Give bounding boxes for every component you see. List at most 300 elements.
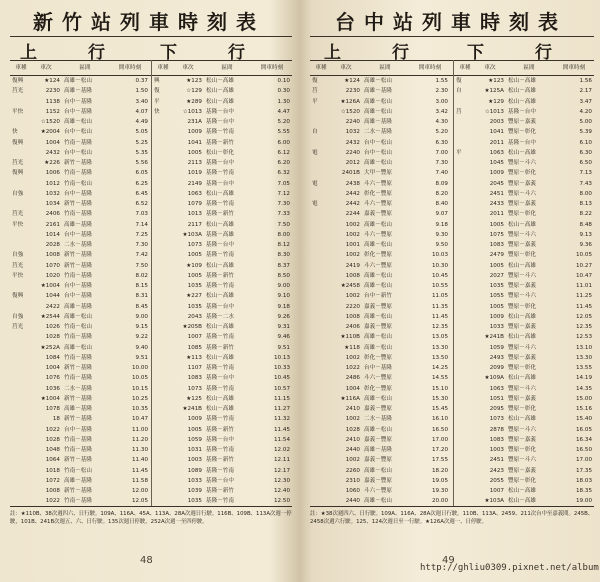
table-cell: 莒 (456, 108, 462, 115)
table-cell: 復興 (12, 139, 24, 146)
table-cell: 10.57 (273, 385, 290, 392)
table-cell: 豐原－斗六 (508, 293, 536, 300)
table-cell (154, 250, 174, 260)
table-cell: 9.13 (579, 231, 592, 238)
table-cell: 1007 (489, 488, 504, 494)
table-cell: 基隆－台中 (206, 436, 234, 443)
table-cell: 9.22 (135, 334, 148, 341)
table-cell (154, 466, 174, 476)
table-cell: 1041 (187, 139, 202, 146)
table-cell: 11.45 (431, 313, 448, 320)
table-cell (12, 332, 32, 342)
table-cell: 電 (312, 201, 318, 207)
table-cell: ★123 (186, 78, 202, 84)
table-cell: 8.31 (135, 293, 148, 300)
table-cell: 台中－松山 (64, 149, 92, 156)
table-cell: 基隆－竹南 (206, 416, 234, 423)
table-cell (12, 435, 32, 445)
table-cell: 5.56 (135, 160, 148, 166)
table-cell: 11.30 (131, 447, 148, 453)
table-cell: 7.00 (435, 149, 448, 156)
table-cell: 松山－高雄 (508, 334, 536, 341)
table-cell (154, 404, 174, 414)
table-cell (154, 261, 174, 271)
table-cell: 平 (312, 98, 318, 105)
table-cell (456, 363, 476, 373)
table-cell: 豐原－斗六 (508, 385, 536, 392)
table-cell (456, 97, 476, 107)
table-cell: 豐原－彰化 (508, 303, 536, 310)
table-cell (312, 363, 332, 373)
table-cell: 2442 (345, 190, 360, 197)
table-cell: 基隆－新竹 (206, 344, 234, 351)
table-cell: 13.50 (431, 354, 448, 361)
right-footnote: 註：★38次週四六、日行駛。109A、116A、28A次週日行駛。110B、113A、2459、211次台中至嘉義間。245B、2458次週六行駛。125、124次週日至一行駛。★126A次週一、日停駛。 (310, 511, 594, 525)
table-cell (154, 281, 174, 291)
table-cell: 高雄－松山 (64, 344, 92, 351)
table-cell (456, 199, 476, 209)
table-cell: 高雄－松山 (364, 160, 392, 166)
table-cell (456, 404, 476, 414)
table-cell: 2011 (489, 211, 504, 218)
table-cell: ☆1520 (340, 108, 360, 115)
table-cell: 1022 (45, 498, 60, 505)
table-cell (154, 343, 174, 353)
table-cell: 4.30 (435, 119, 448, 125)
table-cell: 7.50 (135, 262, 148, 269)
table-cell: 4.07 (135, 108, 148, 115)
table-cell: 1032 (45, 190, 60, 197)
right-column-header-row (310, 60, 594, 76)
table-cell: 新竹－基隆 (64, 262, 92, 269)
table-cell: 2878 (489, 426, 504, 433)
table-cell: ☆1013 (182, 108, 202, 115)
table-cell: 復興 (12, 170, 24, 177)
table-cell (12, 230, 32, 240)
table-cell: 嘉義－豐原 (364, 211, 392, 218)
table-cell (12, 117, 32, 127)
table-cell: 7.50 (277, 221, 290, 228)
table-cell: 松山－高雄 (206, 324, 234, 330)
table-cell: 松山－高雄 (206, 190, 234, 197)
table-cell: 2240 (345, 119, 360, 125)
col-header-train: 車次 (484, 65, 496, 71)
table-cell (12, 148, 32, 158)
table-cell (154, 199, 174, 209)
table-cell: 平 (456, 149, 462, 156)
table-cell: 1063 (489, 385, 504, 392)
table-cell (456, 230, 476, 240)
table-cell: 1002 (345, 231, 360, 238)
table-cell: ★123 (488, 78, 504, 84)
table-cell: 竹南－基隆 (64, 447, 92, 453)
table-cell: 竹南－基隆 (64, 139, 92, 146)
table-cell: 1076 (45, 375, 60, 382)
table-cell: 豐原－嘉義 (508, 354, 536, 361)
table-cell: 基隆－竹南 (206, 498, 234, 505)
table-cell: 16.10 (431, 416, 448, 423)
table-cell: 基隆－新竹 (206, 272, 234, 279)
table-cell (312, 445, 332, 455)
table-cell: 10.47 (131, 416, 148, 423)
table-cell: 12.40 (273, 488, 290, 494)
table-cell: 台中－基隆 (64, 98, 92, 105)
table-cell: 基隆－竹南 (206, 385, 234, 392)
table-cell: 11.00 (131, 426, 148, 433)
table-cell: 基隆－台中 (206, 119, 234, 125)
table-cell: ★110B (340, 334, 360, 341)
table-cell: 莒光 (12, 160, 24, 166)
table-cell (12, 97, 32, 107)
table-cell: 豐原－斗六 (508, 160, 536, 166)
table-cell: 大甲－豐原 (364, 170, 392, 177)
left-page (0, 0, 298, 582)
table-cell: ★126A (340, 98, 360, 105)
table-cell: 1032 (345, 129, 360, 136)
table-cell: 莒光 (12, 88, 24, 95)
col-header-route: 區間 (79, 65, 91, 71)
table-cell: 1.56 (579, 78, 592, 84)
table-cell: 基隆－竹南 (206, 334, 234, 341)
right-up-train-column (332, 76, 360, 506)
table-cell: 2095 (489, 406, 504, 412)
table-cell: 9.15 (135, 324, 148, 330)
table-cell: 1005 (489, 262, 504, 269)
table-cell: 基隆－台中 (206, 375, 234, 382)
table-cell: ★227 (186, 293, 202, 300)
table-cell: 復興 (12, 78, 24, 84)
table-cell: 松山－高雄 (508, 498, 536, 505)
table-cell: 竹南－基隆 (64, 354, 92, 361)
table-cell (456, 486, 476, 496)
table-cell: 高雄－松山 (64, 313, 92, 320)
table-cell: 18.20 (431, 467, 448, 474)
table-cell: 竹南－基隆 (64, 375, 92, 382)
table-cell: 2012 (345, 160, 360, 166)
table-cell: 5.35 (135, 149, 148, 156)
table-cell: 7.25 (135, 231, 148, 238)
table-cell: 台中－基隆 (64, 190, 92, 197)
table-cell: 4.20 (579, 108, 592, 115)
table-cell (456, 158, 476, 168)
table-cell: 9.07 (435, 211, 448, 218)
table-cell: 台中－基隆 (64, 293, 92, 300)
table-cell: 8.48 (579, 221, 592, 228)
table-cell: 5.00 (579, 119, 592, 125)
table-cell: 斗六－豐原 (364, 488, 392, 494)
right-table (310, 76, 594, 506)
table-cell: 13.30 (431, 344, 448, 351)
table-cell (12, 353, 32, 363)
table-cell (154, 168, 174, 178)
table-cell: 15.40 (575, 416, 592, 423)
table-cell: 1152 (45, 108, 60, 115)
table-cell (154, 445, 174, 455)
table-cell: 1003 (489, 447, 504, 453)
table-cell: 2433 (489, 201, 504, 207)
table-cell: 松山－高雄 (206, 406, 234, 412)
table-cell: 1012 (45, 180, 60, 187)
table-cell: 1001 (345, 242, 360, 248)
table-cell: 12.02 (273, 447, 290, 453)
table-cell: 2440 (345, 498, 360, 505)
table-cell (312, 373, 332, 383)
table-cell: 斗六－豐原 (364, 201, 392, 207)
table-cell (456, 189, 476, 199)
table-cell: 2260 (345, 467, 360, 474)
table-cell: 2.17 (579, 88, 592, 95)
col-header-type: 車種 (315, 65, 327, 71)
table-cell: 1005 (187, 252, 202, 259)
table-cell: 1073 (187, 385, 202, 392)
table-cell: 基隆－台中 (206, 160, 234, 166)
col-header-train: 車次 (40, 65, 52, 71)
table-cell (456, 281, 476, 291)
table-cell (312, 138, 332, 148)
table-cell: ★226 (44, 160, 60, 166)
table-cell: 1107 (187, 365, 202, 371)
right-page (302, 0, 600, 582)
table-cell: 18 (52, 416, 60, 423)
table-cell: ★124 (44, 78, 60, 84)
table-cell: 松山－高雄 (206, 98, 234, 105)
table-cell: 17.20 (431, 447, 448, 453)
table-cell: 二水－基隆 (64, 385, 92, 392)
table-cell (12, 425, 32, 435)
table-cell: 復興 (12, 293, 24, 300)
table-cell: 1084 (45, 354, 60, 361)
table-cell: 平快 (12, 221, 24, 228)
table-cell (312, 281, 332, 291)
table-cell (154, 209, 174, 219)
table-cell: 10.13 (273, 354, 290, 361)
table-cell: 莒光 (12, 262, 24, 269)
table-cell: 11.45 (575, 303, 592, 310)
table-cell: 16.34 (575, 436, 592, 443)
table-cell: 高雄－松山 (364, 426, 392, 433)
table-cell: 8.40 (435, 201, 448, 207)
table-cell: 斗六－豐原 (364, 231, 392, 238)
table-cell (154, 240, 174, 250)
table-cell: 電 (312, 180, 318, 187)
table-cell: ★118 (344, 344, 360, 351)
left-table (10, 76, 292, 506)
table-cell: 1006 (45, 170, 60, 177)
table-cell: 2451 (489, 190, 504, 197)
table-cell: ★2544 (40, 313, 60, 320)
table-cell: 2406 (345, 324, 360, 330)
table-cell: 竹南－基隆 (64, 334, 92, 341)
table-cell: 9.26 (277, 313, 290, 320)
table-cell: 新竹－基隆 (64, 395, 92, 402)
table-cell: 2451 (489, 457, 504, 464)
table-cell (154, 384, 174, 394)
table-cell: 基隆－竹南 (206, 365, 234, 371)
table-cell: 11.35 (431, 303, 448, 310)
table-cell: 莒光 (12, 324, 24, 330)
table-cell: 11.27 (273, 406, 290, 412)
table-cell: 1005 (187, 272, 202, 279)
table-cell: 12.53 (575, 334, 592, 341)
table-cell: 松山－高雄 (508, 313, 536, 320)
table-cell: 9.51 (135, 354, 148, 361)
table-cell: ★241B (182, 406, 202, 412)
table-cell: 高雄－松山 (364, 283, 392, 289)
col-header-time: 開車時刻 (562, 65, 586, 71)
table-cell (456, 445, 476, 455)
table-cell: 8.00 (579, 190, 592, 197)
table-cell: 1035 (187, 283, 202, 289)
table-cell: 8.50 (277, 272, 290, 279)
table-cell: 2432 (345, 139, 360, 146)
table-cell: 0.10 (277, 78, 290, 84)
table-cell: ★1004 (40, 283, 60, 289)
table-cell (456, 179, 476, 189)
table-cell (456, 476, 476, 486)
table-cell (456, 240, 476, 250)
table-cell: 1033 (187, 477, 202, 484)
table-cell: 1022 (45, 426, 60, 433)
table-cell: 豐原－嘉義 (508, 395, 536, 402)
table-cell (154, 414, 174, 424)
table-cell: 2438 (345, 180, 360, 187)
table-cell: 新竹－基隆 (64, 365, 92, 371)
table-cell: 豐原－斗六 (508, 344, 536, 351)
table-cell: 2240 (345, 149, 360, 156)
table-cell: 9.30 (435, 231, 448, 238)
table-cell (456, 394, 476, 404)
table-cell: 快 (12, 129, 18, 136)
table-cell: 1028 (45, 436, 60, 443)
table-cell (456, 455, 476, 465)
col-header-route: 區間 (379, 65, 391, 71)
table-cell: 基隆－新竹 (206, 139, 234, 146)
table-cell: 新竹－基隆 (64, 201, 92, 207)
table-cell: 1008 (345, 272, 360, 279)
table-cell: 2432 (45, 149, 60, 156)
table-cell: 6.25 (135, 180, 148, 187)
table-cell (456, 168, 476, 178)
table-cell: 基隆－新竹 (206, 457, 234, 464)
table-cell: 1078 (45, 406, 60, 412)
table-cell: 1034 (45, 201, 60, 207)
table-cell: 1009 (187, 416, 202, 423)
table-cell (312, 168, 332, 178)
table-cell: 1.50 (135, 88, 148, 95)
table-cell: 復 (312, 78, 318, 84)
table-cell: 豐原－嘉義 (508, 119, 536, 125)
table-cell: ★129 (488, 98, 504, 105)
table-cell: 1.30 (277, 98, 290, 105)
table-cell: 12.30 (273, 477, 290, 484)
table-cell: 9.36 (579, 242, 592, 248)
table-cell: 豐原－嘉義 (508, 436, 536, 443)
table-cell: 13.10 (575, 344, 592, 351)
table-cell: 2442 (345, 201, 360, 207)
table-cell: 1063 (489, 149, 504, 156)
table-cell: 豐原－斗六 (508, 272, 536, 279)
table-cell (154, 322, 174, 332)
table-cell (12, 281, 32, 291)
table-cell: 17.35 (575, 467, 592, 474)
table-cell: 松山－高雄 (508, 88, 536, 95)
table-cell: 豐原－彰化 (508, 170, 536, 177)
table-cell: 松山－高雄 (206, 395, 234, 402)
right-table-bottom-rule (310, 506, 594, 507)
table-cell: 1079 (187, 201, 202, 207)
table-cell: 20.00 (431, 498, 448, 505)
table-cell: 1085 (187, 344, 202, 351)
table-cell (154, 363, 174, 373)
table-cell: 竹南－松山 (64, 180, 92, 187)
table-cell: 10.55 (431, 283, 448, 289)
table-cell: 1028 (345, 426, 360, 433)
table-cell: 6.30 (435, 139, 448, 146)
table-cell: 1035 (187, 498, 202, 505)
table-cell: 豐原－嘉義 (508, 467, 536, 474)
table-cell: 1005 (489, 303, 504, 310)
table-cell: 自強 (12, 190, 24, 197)
table-cell (312, 425, 332, 435)
table-cell: 9.00 (277, 283, 290, 289)
table-cell: 高雄－基隆 (364, 119, 392, 125)
table-cell (312, 107, 332, 117)
table-cell (12, 414, 32, 424)
table-cell: 1009 (187, 129, 202, 136)
table-cell: 2099 (489, 365, 504, 371)
table-cell: 7.12 (277, 190, 290, 197)
table-cell: 高雄－松山 (64, 119, 92, 125)
table-cell: 2028 (45, 242, 60, 248)
table-cell: 10.30 (431, 262, 448, 269)
right-page-number: 49 (442, 555, 455, 566)
col-header-type: 車種 (157, 65, 169, 71)
table-cell: 8.09 (435, 180, 448, 187)
table-cell (312, 302, 332, 312)
table-cell: 莒 (312, 88, 318, 95)
table-cell: 5.20 (435, 129, 448, 136)
table-cell: 7.40 (435, 170, 448, 177)
table-cell: 0.37 (135, 78, 148, 84)
table-cell (154, 158, 174, 168)
table-cell: 1033 (489, 324, 504, 330)
table-cell: 松山－高雄 (206, 221, 234, 228)
table-cell (12, 486, 32, 496)
table-cell: 15.10 (431, 385, 448, 392)
table-cell: 5.05 (135, 129, 148, 136)
table-cell (456, 466, 476, 476)
table-cell: ★103A (484, 498, 504, 505)
table-cell (456, 425, 476, 435)
table-cell: 高雄－松山 (364, 78, 392, 84)
table-cell: 基隆－竹南 (206, 201, 234, 207)
table-cell: 12.11 (273, 457, 290, 464)
table-cell (12, 179, 32, 189)
table-cell (312, 240, 332, 250)
table-cell: 1009 (489, 313, 504, 320)
table-cell (12, 445, 32, 455)
table-cell: 19.30 (431, 488, 448, 494)
table-cell (456, 343, 476, 353)
table-cell: 10.33 (273, 365, 290, 371)
table-cell: 基隆－新竹 (206, 426, 234, 433)
right-down-route-column (508, 76, 554, 506)
table-cell: 2486 (345, 375, 360, 382)
table-cell: 基隆－台中 (206, 180, 234, 187)
table-cell: 台中－基隆 (64, 426, 92, 433)
table-cell: 高雄－松山 (364, 498, 392, 505)
table-cell (154, 353, 174, 363)
